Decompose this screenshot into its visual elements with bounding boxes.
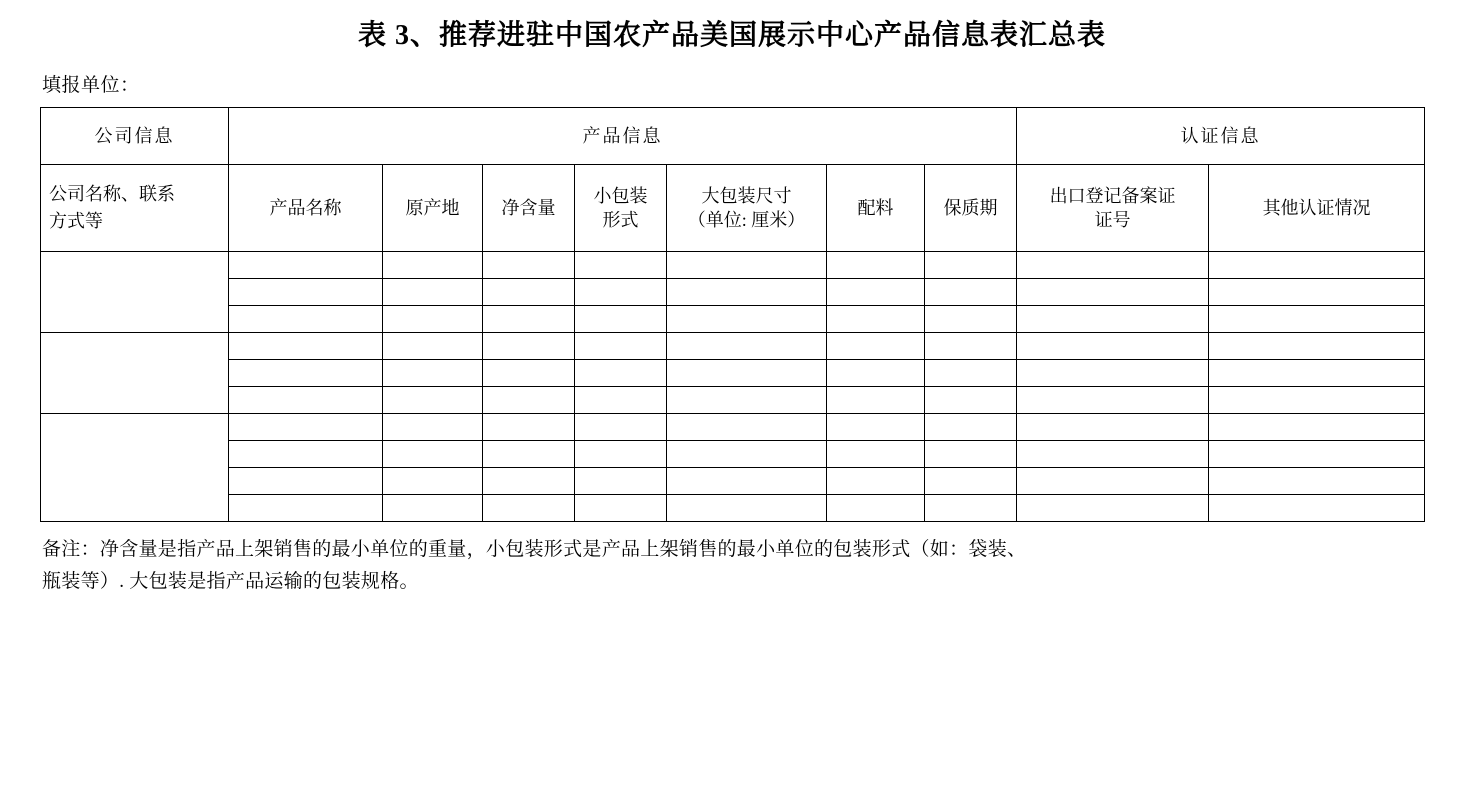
column-header-large-package-size [667, 165, 827, 252]
column-header-company-info [41, 165, 229, 252]
column-header-export-record-number-line1: 出口登记备案证 [1049, 186, 1176, 207]
column-header-export-record-number [1017, 165, 1209, 252]
column-header-product-name: 产品名称 [229, 165, 383, 252]
cell-origin[interactable] [383, 306, 483, 333]
cell-export-record-number[interactable] [1017, 333, 1209, 360]
cell-other-certification[interactable] [1209, 495, 1425, 522]
company-cell[interactable] [41, 414, 229, 522]
table-row[interactable] [41, 279, 1425, 306]
cell-product-name[interactable] [229, 279, 383, 306]
cell-large-package-size[interactable] [667, 306, 827, 333]
table-row[interactable] [41, 360, 1425, 387]
cell-other-certification[interactable] [1209, 252, 1425, 279]
cell-export-record-number[interactable] [1017, 306, 1209, 333]
cell-net-content[interactable] [483, 360, 575, 387]
cell-product-name[interactable] [229, 333, 383, 360]
cell-net-content[interactable] [483, 252, 575, 279]
cell-shelf-life[interactable] [925, 495, 1017, 522]
cell-large-package-size[interactable] [667, 252, 827, 279]
cell-export-record-number[interactable] [1017, 468, 1209, 495]
cell-large-package-size[interactable] [667, 387, 827, 414]
document-page [0, 18, 1464, 810]
cell-export-record-number[interactable] [1017, 441, 1209, 468]
company-cell[interactable] [41, 252, 229, 333]
cell-shelf-life[interactable] [925, 279, 1017, 306]
cell-ingredients[interactable] [827, 414, 925, 441]
column-header-small-package-line1: 小包装 [593, 186, 648, 207]
product-info-table [40, 107, 1425, 522]
cell-small-package[interactable] [575, 441, 667, 468]
cell-net-content[interactable] [483, 279, 575, 306]
column-header-large-package-size-line1: 大包装尺寸 [701, 186, 792, 207]
column-header-small-package [575, 165, 667, 252]
cell-small-package[interactable] [575, 306, 667, 333]
cell-origin[interactable] [383, 333, 483, 360]
table-group-header-row [41, 108, 1425, 165]
table-note [42, 534, 1424, 597]
page-title: 表 3、推荐进驻中国农产品美国展示中心产品信息表汇总表 [357, 20, 1106, 51]
cell-product-name[interactable] [229, 306, 383, 333]
cell-shelf-life[interactable] [925, 360, 1017, 387]
cell-export-record-number[interactable] [1017, 360, 1209, 387]
table-note-line-1: 备注：净含量是指产品上架销售的最小单位的重量，小包装形式是产品上架销售的最小单位的包装形式（如：袋装、 [42, 539, 1027, 561]
column-header-shelf-life: 保质期 [925, 165, 1017, 252]
column-header-origin: 原产地 [383, 165, 483, 252]
cell-ingredients[interactable] [827, 468, 925, 495]
table-row[interactable] [41, 495, 1425, 522]
table-column-header-row [41, 165, 1425, 252]
cell-net-content[interactable] [483, 387, 575, 414]
cell-product-name[interactable] [229, 414, 383, 441]
cell-product-name[interactable] [229, 495, 383, 522]
cell-shelf-life[interactable] [925, 306, 1017, 333]
cell-small-package[interactable] [575, 414, 667, 441]
group-header-certification: 认证信息 [1017, 108, 1425, 165]
cell-large-package-size[interactable] [667, 441, 827, 468]
cell-large-package-size[interactable] [667, 279, 827, 306]
table-note-line-2: 瓶装等）. 大包装是指产品运输的包装规格。 [42, 570, 419, 592]
column-header-company-info-line1: 公司名称、联系 [49, 184, 175, 205]
cell-product-name[interactable] [229, 468, 383, 495]
cell-ingredients[interactable] [827, 279, 925, 306]
cell-export-record-number[interactable] [1017, 495, 1209, 522]
cell-small-package[interactable] [575, 387, 667, 414]
cell-product-name[interactable] [229, 360, 383, 387]
cell-origin[interactable] [383, 252, 483, 279]
column-header-small-package-line2: 形式 [602, 210, 639, 231]
column-header-export-record-number-line2: 证号 [1094, 210, 1131, 231]
cell-shelf-life[interactable] [925, 252, 1017, 279]
cell-ingredients[interactable] [827, 360, 925, 387]
column-header-other-certification: 其他认证情况 [1209, 165, 1425, 252]
cell-shelf-life[interactable] [925, 468, 1017, 495]
cell-export-record-number[interactable] [1017, 252, 1209, 279]
table-row[interactable] [41, 441, 1425, 468]
table-row[interactable] [41, 387, 1425, 414]
cell-ingredients[interactable] [827, 441, 925, 468]
cell-small-package[interactable] [575, 252, 667, 279]
cell-small-package[interactable] [575, 360, 667, 387]
cell-large-package-size[interactable] [667, 360, 827, 387]
cell-other-certification[interactable] [1209, 441, 1425, 468]
cell-ingredients[interactable] [827, 306, 925, 333]
column-header-ingredients: 配料 [827, 165, 925, 252]
cell-export-record-number[interactable] [1017, 387, 1209, 414]
cell-other-certification[interactable] [1209, 468, 1425, 495]
cell-net-content[interactable] [483, 414, 575, 441]
cell-other-certification[interactable] [1209, 333, 1425, 360]
cell-ingredients[interactable] [827, 252, 925, 279]
column-header-large-package-size-line2: （单位: 厘米） [687, 210, 806, 231]
cell-origin[interactable] [383, 495, 483, 522]
cell-large-package-size[interactable] [667, 333, 827, 360]
cell-ingredients[interactable] [827, 495, 925, 522]
cell-other-certification[interactable] [1209, 360, 1425, 387]
table-row[interactable] [41, 414, 1425, 441]
column-header-net-content: 净含量 [483, 165, 575, 252]
cell-large-package-size[interactable] [667, 468, 827, 495]
table-row[interactable] [41, 468, 1425, 495]
cell-shelf-life[interactable] [925, 387, 1017, 414]
group-header-company: 公司信息 [41, 108, 229, 165]
cell-other-certification[interactable] [1209, 279, 1425, 306]
cell-other-certification[interactable] [1209, 306, 1425, 333]
table-row[interactable] [41, 333, 1425, 360]
cell-small-package[interactable] [575, 333, 667, 360]
cell-large-package-size[interactable] [667, 414, 827, 441]
cell-origin[interactable] [383, 360, 483, 387]
reporting-unit-label: 填报单位： [42, 75, 140, 97]
table-row[interactable] [41, 252, 1425, 279]
cell-shelf-life[interactable] [925, 441, 1017, 468]
cell-product-name[interactable] [229, 441, 383, 468]
cell-origin[interactable] [383, 414, 483, 441]
table-row[interactable] [41, 306, 1425, 333]
cell-other-certification[interactable] [1209, 387, 1425, 414]
cell-net-content[interactable] [483, 468, 575, 495]
cell-product-name[interactable] [229, 252, 383, 279]
column-header-company-info-line2: 方式等 [49, 211, 103, 232]
cell-large-package-size[interactable] [667, 495, 827, 522]
cell-origin[interactable] [383, 387, 483, 414]
cell-origin[interactable] [383, 279, 483, 306]
cell-product-name[interactable] [229, 387, 383, 414]
cell-small-package[interactable] [575, 468, 667, 495]
cell-ingredients[interactable] [827, 333, 925, 360]
cell-shelf-life[interactable] [925, 333, 1017, 360]
cell-ingredients[interactable] [827, 387, 925, 414]
cell-export-record-number[interactable] [1017, 414, 1209, 441]
cell-small-package[interactable] [575, 495, 667, 522]
cell-net-content[interactable] [483, 441, 575, 468]
cell-net-content[interactable] [483, 306, 575, 333]
cell-origin[interactable] [383, 468, 483, 495]
cell-small-package[interactable] [575, 279, 667, 306]
cell-export-record-number[interactable] [1017, 279, 1209, 306]
cell-net-content[interactable] [483, 495, 575, 522]
cell-net-content[interactable] [483, 333, 575, 360]
cell-other-certification[interactable] [1209, 414, 1425, 441]
cell-shelf-life[interactable] [925, 414, 1017, 441]
group-header-product: 产品信息 [229, 108, 1017, 165]
cell-origin[interactable] [383, 441, 483, 468]
company-cell[interactable] [41, 333, 229, 414]
